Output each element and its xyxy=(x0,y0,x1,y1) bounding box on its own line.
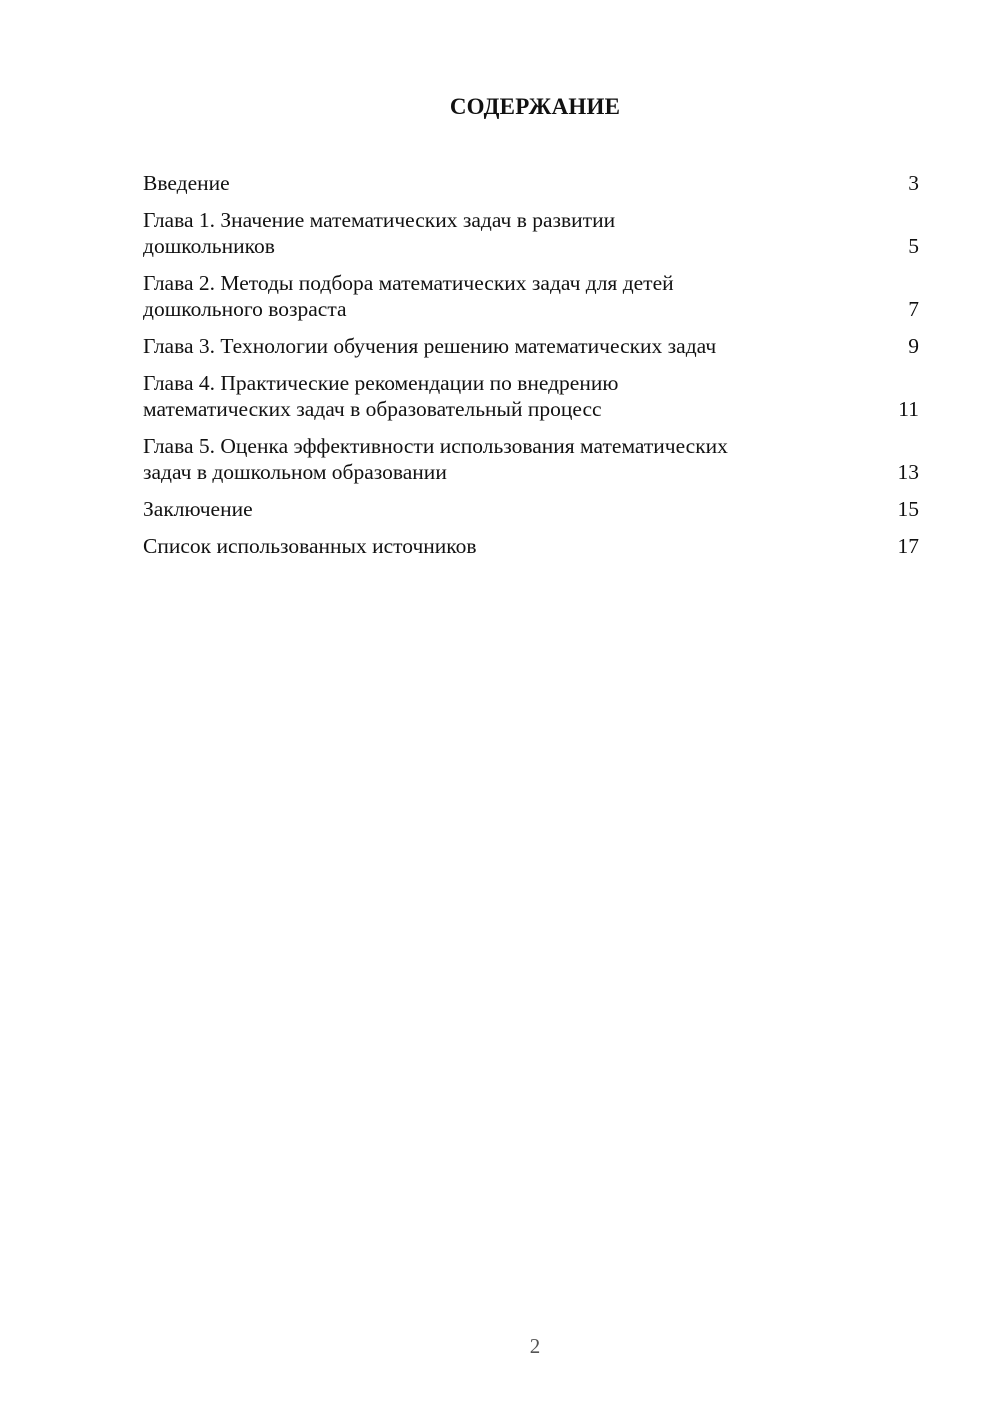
toc-entry-chapter-2[interactable] xyxy=(143,270,919,322)
toc-entry-page: 15 xyxy=(897,497,919,521)
page-title: СОДЕРЖАНИЕ xyxy=(449,94,621,119)
toc-entry-page: 9 xyxy=(908,334,919,358)
toc-entry-introduction[interactable] xyxy=(143,170,919,196)
toc-entry-chapter-4[interactable] xyxy=(143,370,919,422)
toc-entry-title: Заключение xyxy=(143,497,253,521)
toc-entry-page: 11 xyxy=(898,397,919,421)
toc-entry-title: Глава 1. Значение математических задач в развитии дошкольников xyxy=(143,208,616,258)
toc-entry-title: Глава 4. Практические рекомендации по внедрению математических задач в образовательный процесс xyxy=(143,371,619,421)
toc-entry-page: 13 xyxy=(897,460,919,484)
toc-entry-chapter-5[interactable] xyxy=(143,433,919,485)
toc-entry-title: Список использованных источников xyxy=(143,534,477,558)
toc-entry-chapter-3[interactable] xyxy=(143,333,919,359)
toc-entry-title: Глава 3. Технологии обучения решению математических задач xyxy=(143,334,717,358)
toc-entry-page: 5 xyxy=(908,234,919,258)
toc-entry-conclusion[interactable] xyxy=(143,496,919,522)
toc-entry-page: 7 xyxy=(908,297,919,321)
toc-entry-chapter-1[interactable] xyxy=(143,207,919,259)
toc-entry-page: 3 xyxy=(908,171,919,195)
toc-entry-title: Глава 5. Оценка эффективности использования математических задач в дошкольном образовании xyxy=(143,434,728,484)
table-of-contents xyxy=(143,170,919,570)
toc-entry-title: Глава 2. Методы подбора математических задач для детей дошкольного возраста xyxy=(143,271,674,321)
toc-entry-title: Введение xyxy=(143,171,230,195)
page-number: 2 xyxy=(529,1334,541,1358)
toc-entry-page: 17 xyxy=(897,534,919,558)
toc-entry-references[interactable] xyxy=(143,533,919,559)
